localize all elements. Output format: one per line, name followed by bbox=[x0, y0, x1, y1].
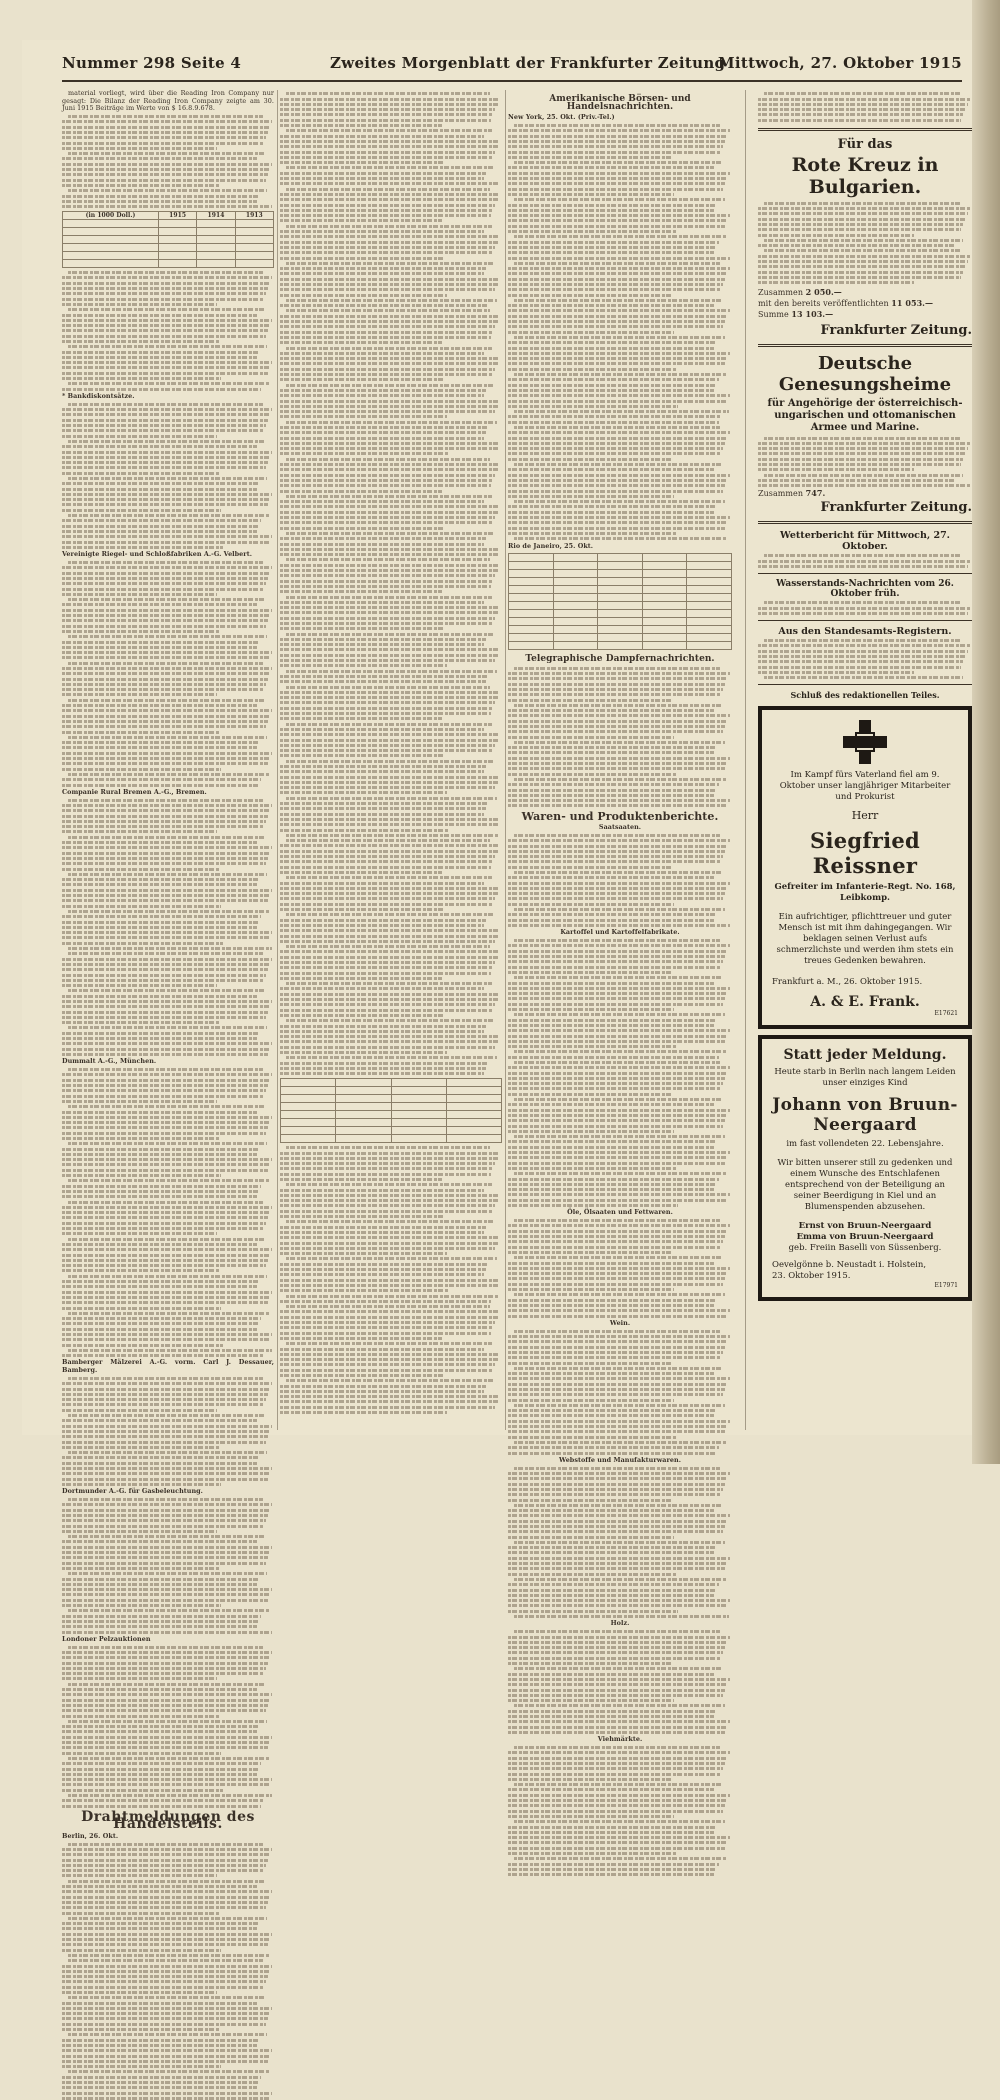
body-text bbox=[280, 839, 502, 943]
body-text bbox=[508, 1219, 732, 1317]
donor-list bbox=[758, 249, 972, 284]
obituary-herr: Herr bbox=[851, 809, 879, 823]
total-value: 11 053.— bbox=[891, 297, 934, 308]
obituary-text: Ein aufrichtiger, pflichttreuer und guter Mensch ist mit ihm dahingegangen. Wir beklagen seinen Verlust aufs schmerzlichste und werden ihm stets ein treues Gedenken bewahren. bbox=[776, 912, 954, 967]
body-text bbox=[508, 1746, 732, 1876]
divider bbox=[758, 521, 972, 524]
obituary-signer: geb. Freiin Baselli von Süssenberg. bbox=[788, 1243, 942, 1254]
total-value: 13 103.— bbox=[791, 308, 834, 319]
donor-list bbox=[758, 202, 972, 247]
column-rule bbox=[277, 90, 278, 1430]
body-text bbox=[62, 952, 274, 1056]
body-text bbox=[508, 124, 732, 259]
donation-heading: Rote Kreuz in Bulgarien. bbox=[791, 153, 939, 198]
divider bbox=[758, 344, 972, 347]
table-header: 1913 bbox=[235, 212, 273, 220]
obituary-age: im fast vollendeten 22. Lebensjahre. bbox=[786, 1139, 944, 1150]
body-text bbox=[62, 1377, 274, 1486]
donation-totals bbox=[758, 287, 972, 320]
section-heading: Dortmunder A.-G. für Gasbeleuchtung. bbox=[62, 1487, 203, 1496]
body-text bbox=[62, 1646, 274, 1808]
header-date: Mittwoch, 27. Oktober 1915 bbox=[718, 54, 962, 72]
table-header: 1915 bbox=[158, 212, 196, 220]
body-text bbox=[280, 309, 502, 455]
body-text bbox=[280, 188, 502, 308]
total-value: 2 050.— bbox=[805, 286, 842, 297]
weather-text bbox=[758, 554, 972, 568]
col1-intro: material vorliegt, wird über die Reading Iron Company nur gesagt: Die Bilanz der Reading Iron Company zeigte am 30. Juni 1915 Beiträge im Werte von $ 16.8.9.678. bbox=[62, 89, 274, 113]
donation-heading-small: Für das bbox=[837, 136, 893, 152]
genesung-subheading: für Angehörige der österreichisch-ungarischen und ottomanischen Armee und Marine. bbox=[767, 397, 963, 433]
body-text bbox=[758, 92, 972, 121]
obituary-signer: Ernst von Bruun-Neergaard bbox=[798, 1221, 932, 1232]
obituary-signer: Emma von Bruun-Neergaard bbox=[796, 1232, 934, 1243]
body-text bbox=[62, 271, 274, 391]
exchange-table bbox=[280, 1078, 502, 1143]
obituary-bruun bbox=[758, 1035, 972, 1301]
obituary-code: E17621 bbox=[934, 1010, 958, 1018]
body-text bbox=[280, 558, 502, 683]
body-text bbox=[508, 1467, 732, 1618]
registry-heading: Aus den Standesamts-Registern. bbox=[778, 625, 952, 637]
body-text bbox=[508, 262, 732, 424]
obituary-code: E17971 bbox=[934, 1282, 958, 1290]
divider bbox=[758, 573, 972, 574]
body-text bbox=[280, 1146, 502, 1303]
section-heading: * Bankdiskontsätze. bbox=[62, 391, 135, 400]
section-heading: Waren- und Produktenberichte. bbox=[521, 810, 719, 824]
obituary-text: Wir bitten unserer still zu gedenken und einem Wunsche des Entschlafenen entsprechend von der Beteiligung an seiner Beerdigung in Kiel und an Blumenspenden abzusehen. bbox=[777, 1158, 953, 1213]
body-text bbox=[508, 939, 732, 1059]
body-text bbox=[280, 458, 502, 556]
subsection-heading: Viehmärkte. bbox=[597, 1735, 643, 1744]
column-2 bbox=[280, 90, 502, 1425]
section-heading: Dummalt A.-G., München. bbox=[62, 1057, 157, 1066]
page-header bbox=[62, 40, 962, 82]
subsection-heading: Webstoffe und Manufakturwaren. bbox=[558, 1455, 681, 1464]
column-1 bbox=[62, 89, 274, 1840]
section-heading: Telegraphische Dampfernachrichten. bbox=[525, 654, 715, 665]
subsection-heading: Holz. bbox=[610, 1619, 630, 1628]
iron-cross-icon bbox=[843, 720, 887, 764]
column-rule bbox=[745, 90, 746, 1430]
signature-ffz: Frankfurter Zeitung. bbox=[820, 322, 972, 338]
obituary-intro: Im Kampf fürs Vaterland fiel am 9. Oktober unser langjähriger Mitarbeiter und Prokurist bbox=[779, 770, 951, 803]
body-text bbox=[62, 1498, 274, 1633]
obituary-name: Johann von Bruun-Neergaard bbox=[772, 1095, 958, 1136]
obituary-name: Siegfried Reissner bbox=[809, 828, 920, 879]
obituary-rank: Gefreiter im Infanterie-Regt. No. 168, Leibkomp. bbox=[774, 882, 956, 904]
body-text bbox=[508, 1061, 732, 1207]
market-table bbox=[508, 553, 732, 650]
body-text bbox=[280, 686, 502, 837]
divider bbox=[758, 684, 972, 685]
total-label: Summe bbox=[758, 309, 789, 319]
obituary-place: Frankfurt a. M., 26. Oktober 1915. bbox=[772, 977, 923, 988]
total-label: mit den bereits veröffentlichten bbox=[758, 298, 889, 308]
signature-ffz: Frankfurter Zeitung. bbox=[820, 500, 972, 516]
total-value: 747. bbox=[805, 487, 826, 498]
header-masthead: Zweites Morgenblatt der Frankfurter Zeitung bbox=[330, 54, 726, 72]
table-header: (in 1000 Doll.) bbox=[63, 212, 159, 220]
donation-totals bbox=[758, 487, 972, 498]
obituary-signature: A. & E. Frank. bbox=[810, 994, 920, 1011]
divider bbox=[758, 128, 972, 131]
column-rule bbox=[505, 90, 506, 1430]
subsection-heading: Öle, Ölsaaten und Fettwaren. bbox=[567, 1208, 673, 1217]
body-text bbox=[62, 1843, 274, 1957]
balance-table bbox=[62, 211, 274, 268]
obituary-intro: Heute starb in Berlin nach langem Leiden unser einziges Kind bbox=[774, 1067, 956, 1089]
dateline: Rio de Janeiro, 25. Okt. bbox=[508, 541, 594, 550]
section-heading: Vereinigte Riegel- und Schloßfabriken A.-G. Velbert. bbox=[62, 550, 252, 559]
section-heading: Amerikanische Börsen- und Handelsnachrichten. bbox=[549, 94, 691, 112]
column-4 bbox=[758, 90, 972, 1425]
water-heading: Wasserstands-Nachrichten vom 26. Oktober früh. bbox=[776, 578, 954, 599]
water-text bbox=[758, 601, 972, 615]
genesung-heading: Deutsche Genesungsheime bbox=[778, 352, 952, 395]
section-heading: Londoner Pelzauktionen bbox=[62, 1634, 151, 1643]
body-text bbox=[508, 667, 732, 808]
obituary-date: 23. Oktober 1915. bbox=[772, 1271, 851, 1282]
table-header: 1914 bbox=[197, 212, 235, 220]
body-text bbox=[62, 115, 274, 208]
body-text bbox=[280, 945, 502, 1075]
subsection-heading: Kartoffel und Kartoffelfabrikate. bbox=[560, 928, 680, 937]
donor-list bbox=[758, 437, 972, 488]
body-text bbox=[62, 1959, 274, 2100]
body-text bbox=[508, 1630, 732, 1734]
column-3 bbox=[508, 90, 732, 1744]
dateline: New York, 25. Okt. (Priv.-Tel.) bbox=[508, 113, 615, 122]
end-editorial: Schluß des redaktionellen Teiles. bbox=[790, 690, 940, 701]
total-label: Zusammen bbox=[758, 287, 804, 297]
subsection-heading: Saatsaaten. bbox=[598, 823, 642, 832]
body-text bbox=[62, 403, 274, 549]
body-text bbox=[280, 92, 502, 185]
divider bbox=[758, 620, 972, 621]
body-text bbox=[508, 1330, 732, 1455]
body-text bbox=[280, 1305, 502, 1414]
registry-text bbox=[758, 639, 972, 679]
dateline: Berlin, 26. Okt. bbox=[62, 1831, 119, 1840]
body-text bbox=[62, 662, 274, 787]
header-page-number: Nummer 298 Seite 4 bbox=[62, 54, 242, 72]
body-text bbox=[62, 1201, 274, 1358]
body-text bbox=[62, 561, 274, 659]
obituary-place: Oevelgönne b. Neustadt i. Holstein, bbox=[772, 1260, 927, 1271]
body-text bbox=[508, 426, 732, 540]
body-text bbox=[508, 834, 732, 927]
body-text bbox=[62, 1068, 274, 1198]
section-big-heading: Drahtmeldungen des Handelsteils. bbox=[81, 1808, 255, 1833]
weather-heading: Wetterbericht für Mittwoch, 27. Oktober. bbox=[779, 530, 950, 553]
section-heading: Companie Rural Bremen A.-G., Bremen. bbox=[62, 787, 207, 796]
body-text bbox=[62, 799, 274, 950]
obituary-head: Statt jeder Meldung. bbox=[783, 1047, 947, 1064]
subsection-heading: Wein. bbox=[609, 1318, 631, 1327]
binding-spine bbox=[972, 0, 1000, 1464]
section-heading: Bamberger Mälzerei A.-G. vorm. Carl J. Dessauer, Bamberg. bbox=[62, 1358, 274, 1375]
obituary-reissner bbox=[758, 706, 972, 1029]
total-label: Zusammen bbox=[758, 488, 804, 498]
